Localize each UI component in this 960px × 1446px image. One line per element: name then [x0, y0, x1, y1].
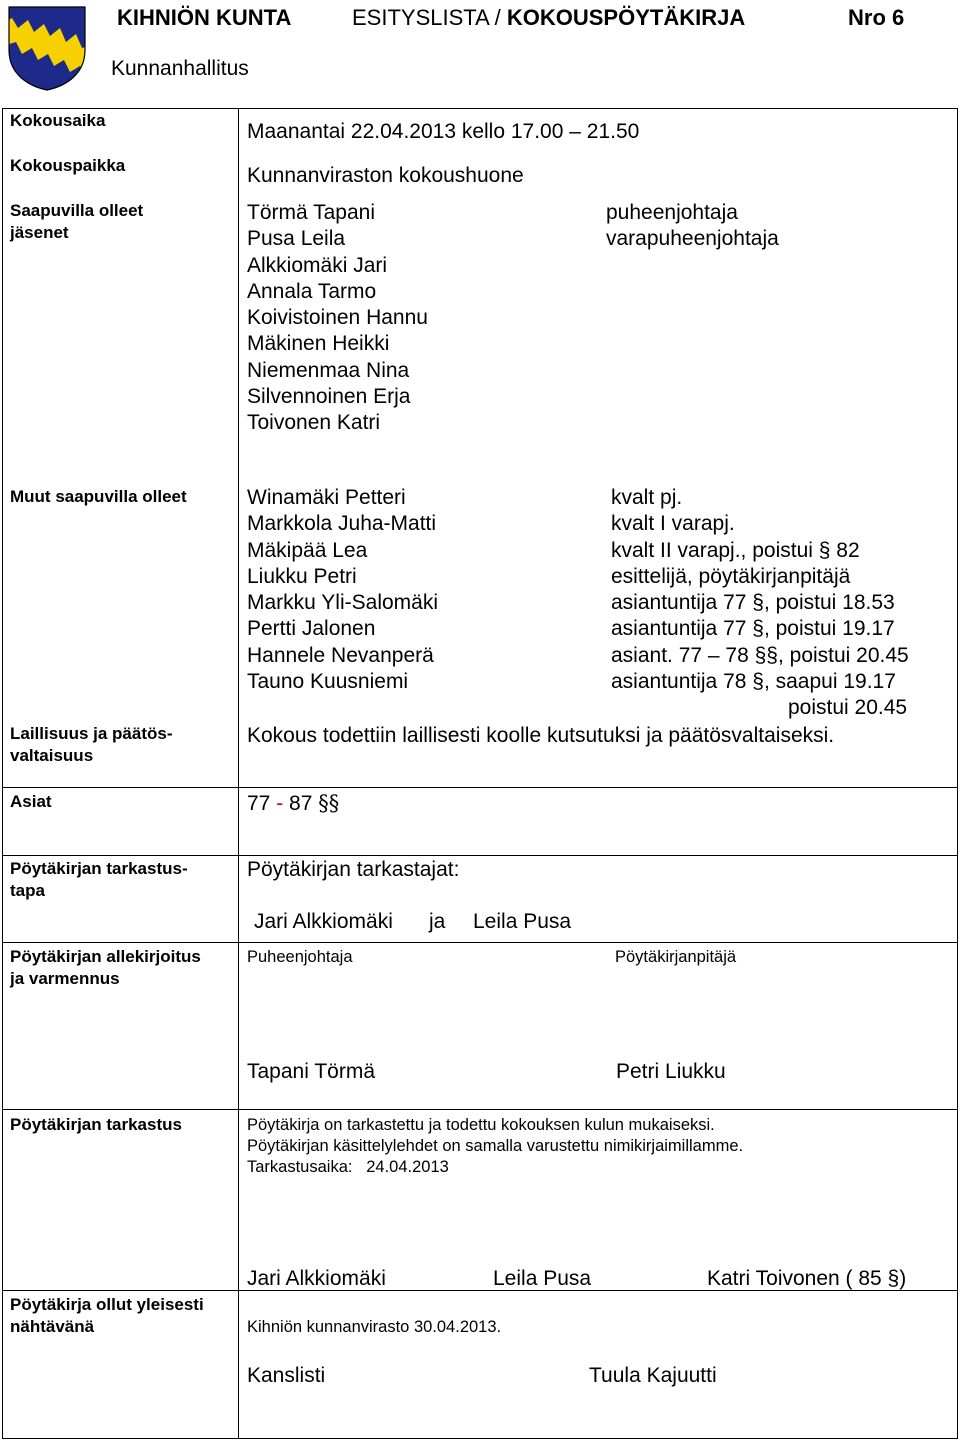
legality-text: Kokous todettiin laillisesti koolle kutsutuksi ja päätösvaltaiseksi. — [247, 724, 835, 747]
other-role: asiantuntija 77 §, poistui 19.17 — [611, 617, 895, 641]
inspector-2: Leila Pusa — [473, 910, 572, 933]
clerk-title: Kanslisti — [247, 1364, 326, 1387]
inspection-label: Pöytäkirjan tarkastus — [10, 1115, 182, 1134]
municipal-crest-icon — [6, 4, 88, 92]
row-divider — [2, 1109, 958, 1110]
time-label: Kokousaika — [10, 111, 106, 130]
other-role: asiantuntija 78 §, saapui 19.17 — [611, 670, 896, 694]
inspector-signature-3: Katri Toivonen ( 85 §) — [707, 1267, 907, 1290]
inspector-signature-1: Jari Alkkiomäki — [247, 1267, 386, 1290]
board-name: Kunnanhallitus — [111, 57, 249, 80]
row-divider — [2, 787, 958, 788]
member-role: puheenjohtaja — [606, 201, 738, 224]
inspection-date: Tarkastusaika: 24.04.2013 — [247, 1158, 449, 1176]
place-label: Kokouspaikka — [10, 156, 126, 175]
other-role-extra: poistui 20.45 — [788, 696, 908, 719]
member-name: Niemenmaa Nina — [247, 358, 410, 382]
other-role: kvalt II varapj., poistui § 82 — [611, 538, 860, 562]
chair-name: Tapani Törmä — [247, 1060, 376, 1083]
others-roles — [611, 485, 909, 695]
inspector-1: Jari Alkkiomäki — [254, 910, 393, 933]
inspection-method-label: Pöytäkirjan tarkastus- tapa — [10, 859, 188, 900]
member-name: Törmä Tapani — [247, 201, 376, 224]
other-name: Winamäki Petteri — [247, 486, 406, 509]
secretary-name: Petri Liukku — [616, 1060, 726, 1083]
document-number: Nro 6 — [848, 5, 905, 30]
other-name: Markku Yli-Salomäki — [247, 591, 438, 615]
items-range: 77 - 87 §§ — [247, 791, 340, 815]
public-label: Pöytäkirja ollut yleisesti nähtävänä — [10, 1295, 204, 1336]
items-label: Asiat — [10, 792, 52, 811]
signatures-label: Pöytäkirjan allekirjoitus ja varmennus — [10, 947, 201, 988]
legality-label: Laillisuus ja päätös- valtaisuus — [10, 724, 173, 765]
range-dash: - — [276, 792, 284, 815]
time-value: Maanantai 22.04.2013 kello 17.00 – 21.50 — [247, 120, 640, 143]
other-name: Liukku Petri — [247, 564, 357, 588]
inspector-signature-2: Leila Pusa — [493, 1267, 592, 1290]
others-list — [247, 485, 438, 695]
clerk-name: Tuula Kajuutti — [589, 1364, 717, 1387]
row-divider — [2, 942, 958, 943]
member-name: Silvennoinen Erja — [247, 385, 411, 409]
public-place-date: Kihniön kunnanvirasto 30.04.2013. — [247, 1318, 502, 1336]
column-divider — [238, 108, 239, 1439]
minutes-table — [2, 108, 958, 1439]
member-name: Annala Tarmo — [247, 279, 377, 303]
other-name: Mäkipää Lea — [247, 538, 368, 562]
place-value: Kunnanviraston kokoushuone — [247, 164, 524, 187]
other-role: asiant. 77 – 78 §§, poistui 20.45 — [611, 643, 909, 667]
chair-role: Puheenjohtaja — [247, 948, 353, 966]
other-name: Tauno Kuusniemi — [247, 670, 409, 694]
inspection-line-1: Pöytäkirja on tarkastettu ja todettu kokouksen kulun mukaiseksi. — [247, 1116, 715, 1134]
other-role: kvalt I varapj. — [611, 512, 735, 536]
inspector-conjunction: ja — [429, 910, 446, 933]
document-type: ESITYSLISTA / KOKOUSPÖYTÄKIRJA — [352, 5, 746, 30]
member-name: Toivonen Katri — [247, 411, 381, 435]
other-name: Pertti Jalonen — [247, 617, 376, 641]
members-list — [247, 200, 428, 437]
secretary-role: Pöytäkirjanpitäjä — [615, 948, 737, 966]
member-name: Mäkinen Heikki — [247, 332, 390, 356]
member-name: Pusa Leila — [247, 227, 346, 251]
others-label: Muut saapuvilla olleet — [10, 487, 187, 506]
other-name: Markkola Juha-Matti — [247, 512, 437, 536]
inspectors-heading: Pöytäkirjan tarkastajat: — [247, 858, 460, 881]
members-label: Saapuvilla olleet jäsenet — [10, 201, 144, 242]
member-name: Koivistoinen Hannu — [247, 306, 428, 330]
other-name: Hannele Nevanperä — [247, 643, 434, 667]
other-role: esittelijä, pöytäkirjanpitäjä — [611, 564, 851, 588]
member-name: Alkkiomäki Jari — [247, 253, 388, 277]
row-divider — [2, 855, 958, 856]
member-role: varapuheenjohtaja — [606, 227, 779, 251]
other-role: asiantuntija 77 §, poistui 18.53 — [611, 591, 895, 615]
other-role: kvalt pj. — [611, 486, 683, 509]
inspection-line-2: Pöytäkirjan käsittelylehdet on samalla varustettu nimikirjaimillamme. — [247, 1137, 744, 1155]
row-divider — [2, 1290, 958, 1291]
member-roles — [606, 200, 779, 253]
municipality-name: KIHNIÖN KUNTA — [117, 5, 292, 30]
